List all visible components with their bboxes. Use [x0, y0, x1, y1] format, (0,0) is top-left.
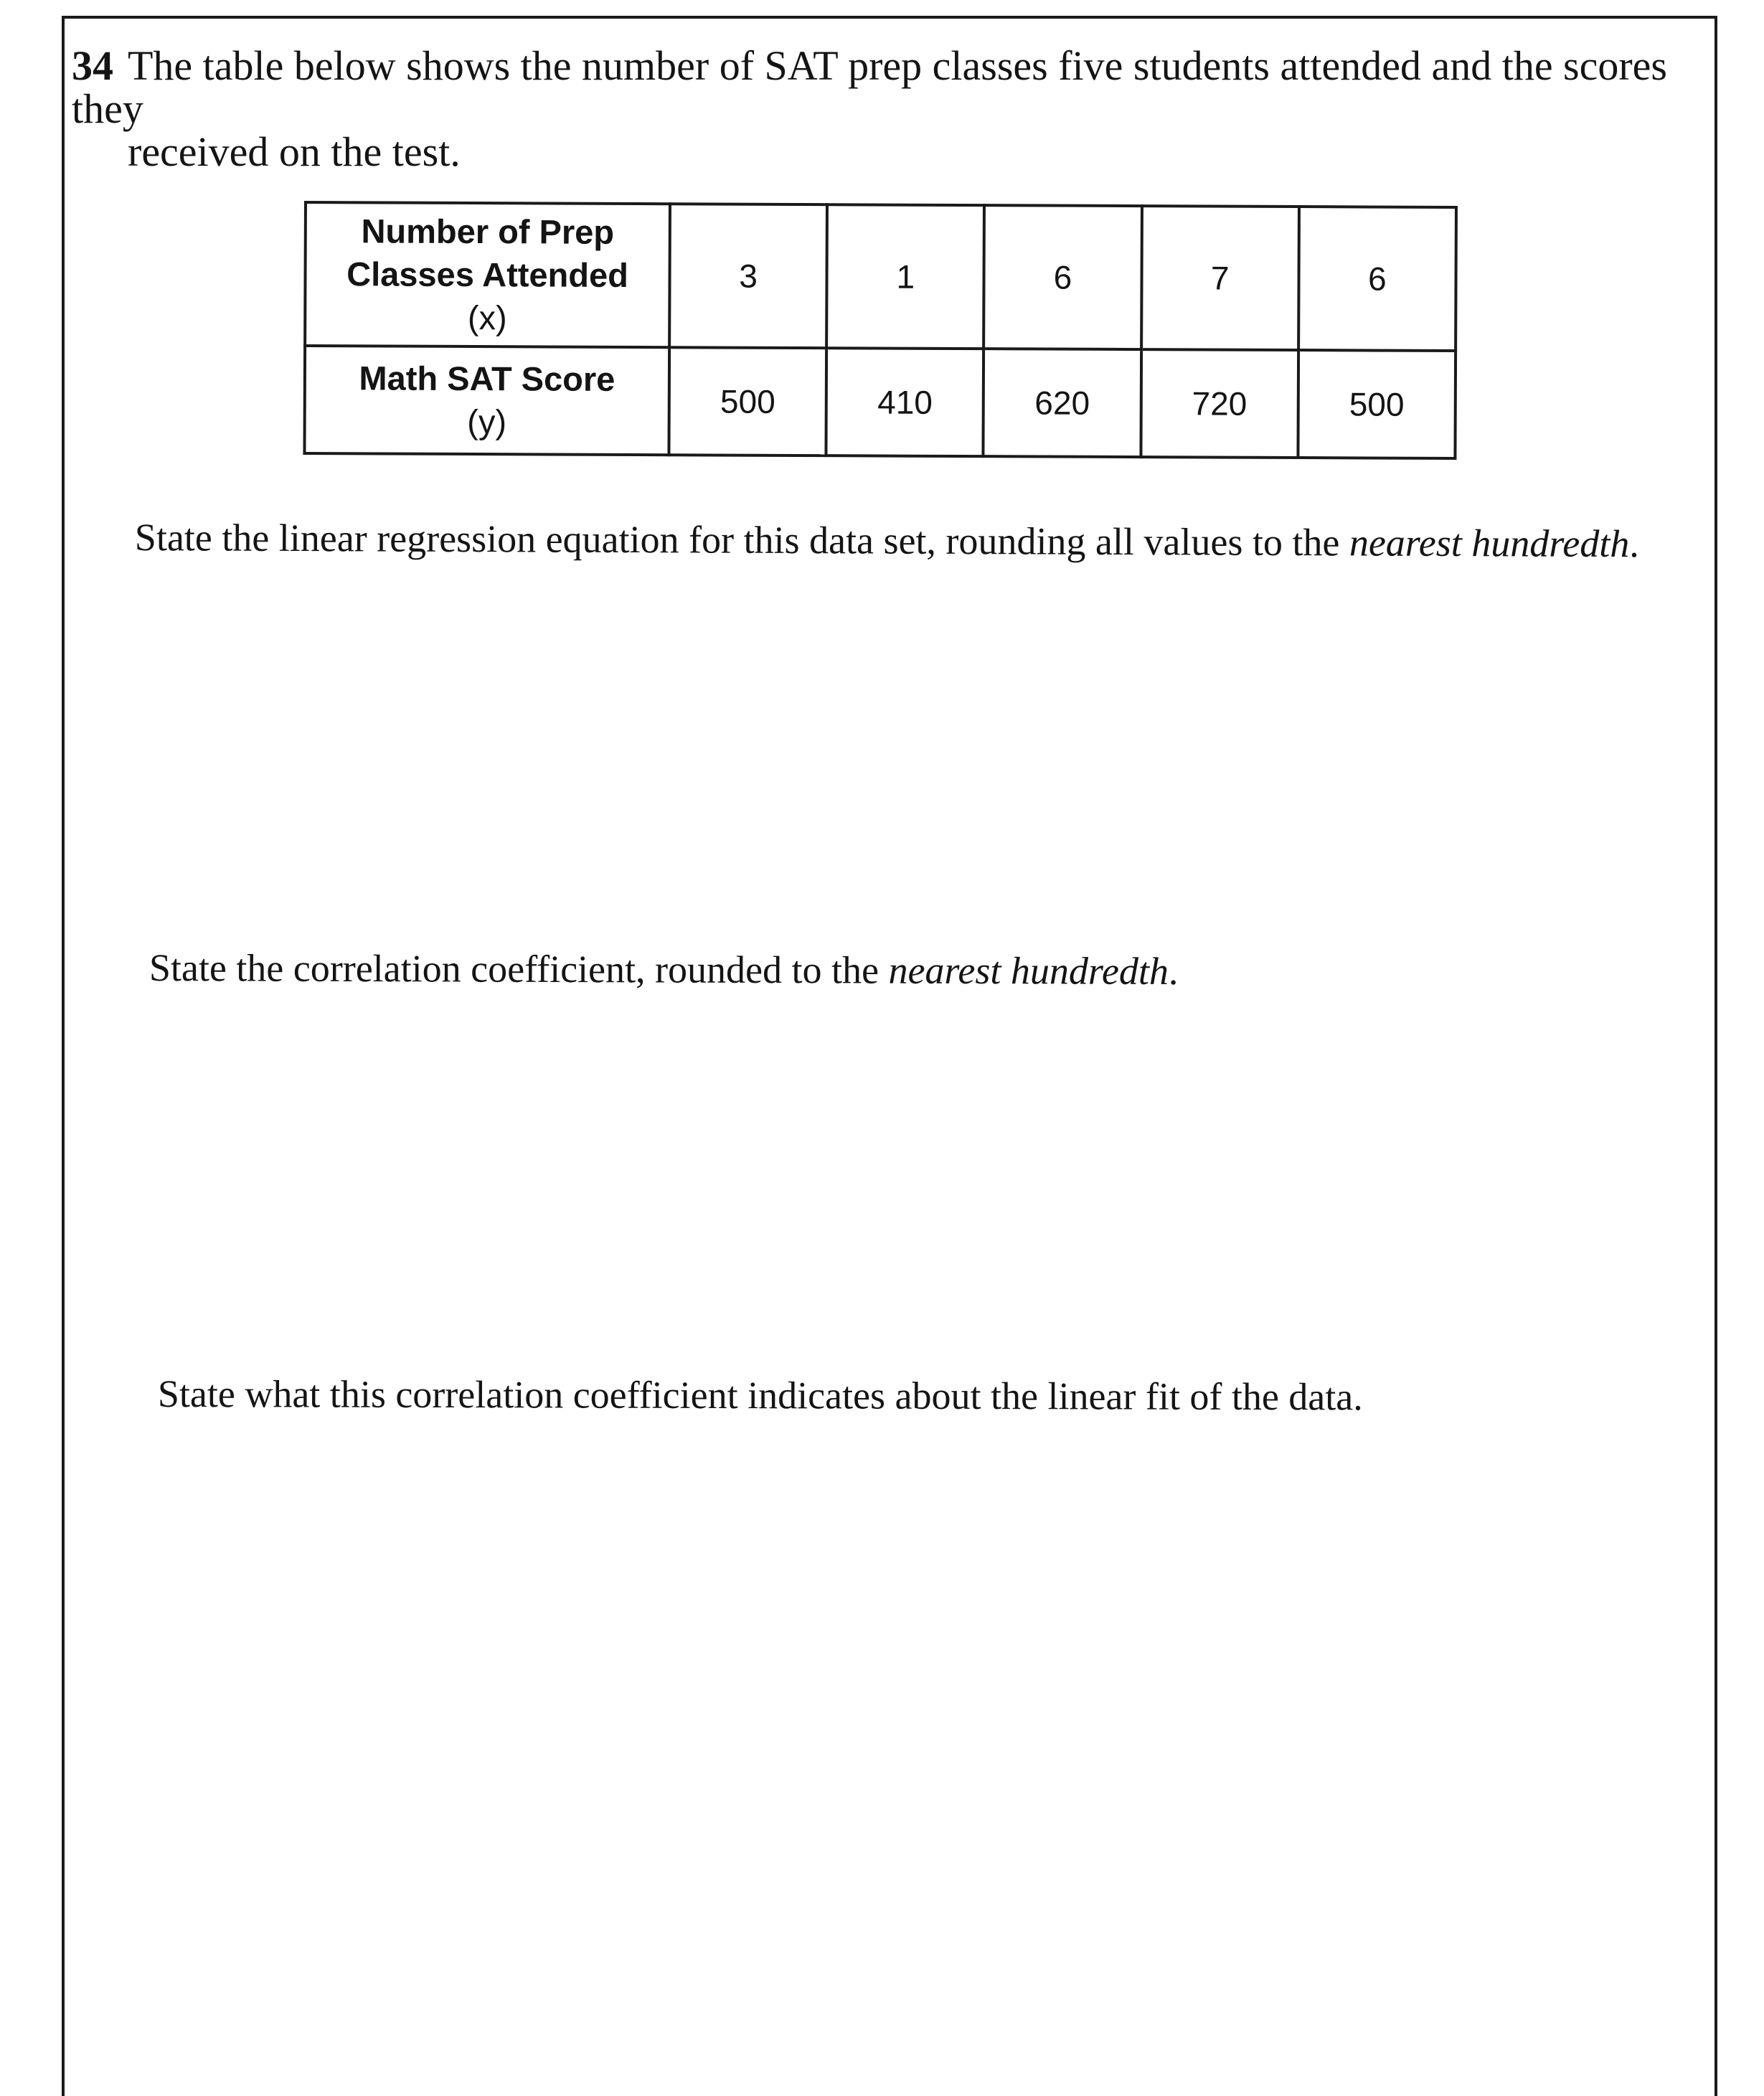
regression-prompt-emphasis: nearest hundredth: [1349, 521, 1630, 566]
table-row-x: [305, 202, 1456, 351]
table-cell-y-2: 410: [826, 348, 984, 456]
row-header-x-var: (x): [467, 298, 507, 337]
correlation-prompt: [149, 945, 1179, 993]
question-text-line1: The table below shows the number of SAT prep classes five students attended and the scores they: [72, 42, 1667, 132]
correlation-prompt-emphasis: nearest hundredth: [888, 948, 1169, 993]
table-row-y: [304, 346, 1456, 458]
row-header-y-var: (y): [467, 402, 507, 441]
regression-prompt-period: .: [1629, 522, 1639, 566]
correlation-prompt-text: State the correlation coefficient, rounded to the: [148, 946, 879, 992]
table-cell-y-1: 500: [669, 347, 826, 455]
regression-prompt-text: State the linear regression equation for this data set, rounding all values to the: [134, 516, 1340, 565]
data-table: [303, 201, 1458, 460]
correlation-prompt-period: .: [1168, 949, 1179, 993]
row-header-x: [305, 202, 670, 347]
table-cell-y-4: 720: [1141, 349, 1298, 458]
table-cell-x-2: 1: [826, 204, 984, 349]
table-cell-x-5: 6: [1298, 207, 1456, 351]
table-cell-x-1: 3: [669, 204, 827, 348]
row-header-y-line1: Math SAT Score: [359, 359, 615, 398]
row-header-x-line1: Number of Prep: [361, 212, 615, 251]
interpretation-prompt: State what this correlation coefficient indicates about the linear fit of the data.: [157, 1372, 1363, 1419]
table-cell-y-3: 620: [984, 349, 1141, 457]
table-cell-y-5: 500: [1298, 350, 1456, 458]
question-number: 34: [72, 42, 113, 89]
table-cell-x-4: 7: [1141, 206, 1299, 350]
row-header-y: [304, 346, 669, 455]
table-cell-x-3: 6: [984, 205, 1141, 349]
regression-prompt: [135, 515, 1639, 566]
question-34: [72, 44, 1707, 174]
row-header-x-line2: Classes Attended: [346, 255, 628, 294]
question-text-line2: received on the test.: [128, 128, 461, 175]
